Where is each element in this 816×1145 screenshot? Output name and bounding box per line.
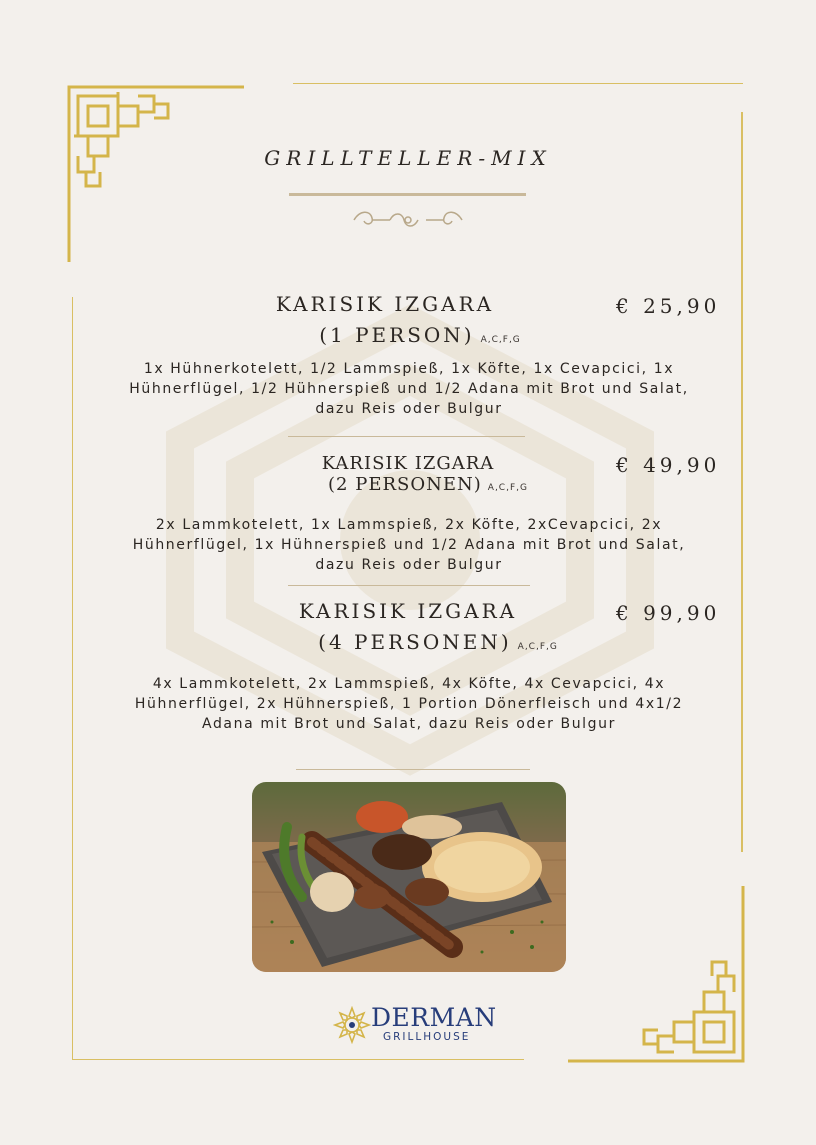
title-divider — [289, 193, 526, 196]
corner-ornament-bottom-right — [562, 880, 748, 1066]
item-1-description: 1x Hühnerkotelett, 1/2 Lammspieß, 1x Köfte, 1x Cevapcici, 1x Hühnerflügel, 1/2 Hühnerspieß und 1/2 Adana mit Brot und Salat, dazu Reis oder Bulgur — [129, 361, 689, 417]
item-1-price: € 25,90 — [616, 294, 721, 318]
page-title: GRILLTELLER-MIX — [264, 146, 552, 170]
item-2-allergens: A,C,F,G — [487, 483, 528, 493]
item-3-description: 4x Lammkotelett, 2x Lammspieß, 4x Köfte, 4x Cevapcici, 4x Hühnerflügel, 2x Hühnerspieß, 1 Portion Dönerfleisch und 4x1/2 Adana mit Brot und Salat, dazu Reis oder Bulgur — [134, 676, 684, 732]
item-1-allergens: A,C,F,G — [480, 335, 521, 345]
item-1-separator — [288, 436, 525, 437]
item-2-separator — [288, 585, 530, 586]
item-3-separator — [296, 769, 530, 770]
item-3-name-line1: KARISIK IZGARA — [298, 599, 518, 623]
corner-ornament-top-left — [64, 82, 250, 268]
logo-subtitle: GRILLHOUSE — [383, 1031, 471, 1043]
item-2-name-line2 — [258, 474, 598, 495]
frame-left-line — [72, 297, 73, 1059]
grill-platter-photo — [252, 782, 566, 972]
frame-top-line — [293, 83, 743, 84]
item-2-size: (2 PERSONEN) — [328, 474, 482, 495]
item-1-name-line2 — [230, 323, 610, 347]
item-3-price: € 99,90 — [616, 601, 721, 625]
sun-emblem-icon — [333, 1006, 371, 1044]
flourish-ornament — [350, 207, 466, 233]
item-3-name-line2 — [258, 630, 618, 654]
frame-bottom-line — [72, 1059, 524, 1060]
frame-right-line — [741, 112, 743, 852]
item-2-price: € 49,90 — [616, 453, 721, 477]
item-2-name-line1: KARISIK IZGARA — [321, 453, 495, 474]
item-1-size: (1 PERSON) — [319, 323, 475, 347]
item-3-size: (4 PERSONEN) — [318, 630, 512, 654]
item-3-allergens: A,C,F,G — [517, 642, 558, 652]
brand-logo — [333, 1003, 497, 1047]
logo-name: DERMAN — [371, 1003, 497, 1032]
item-2-description: 2x Lammkotelett, 1x Lammspieß, 2x Köfte, 2xCevapcici, 2x Hühnerflügel, 1x Hühnerspieß und 1/2 Adana mit Brot und Salat, dazu Reis oder Bulgur — [132, 517, 686, 573]
item-1-name-line1: KARISIK IZGARA — [275, 292, 495, 316]
